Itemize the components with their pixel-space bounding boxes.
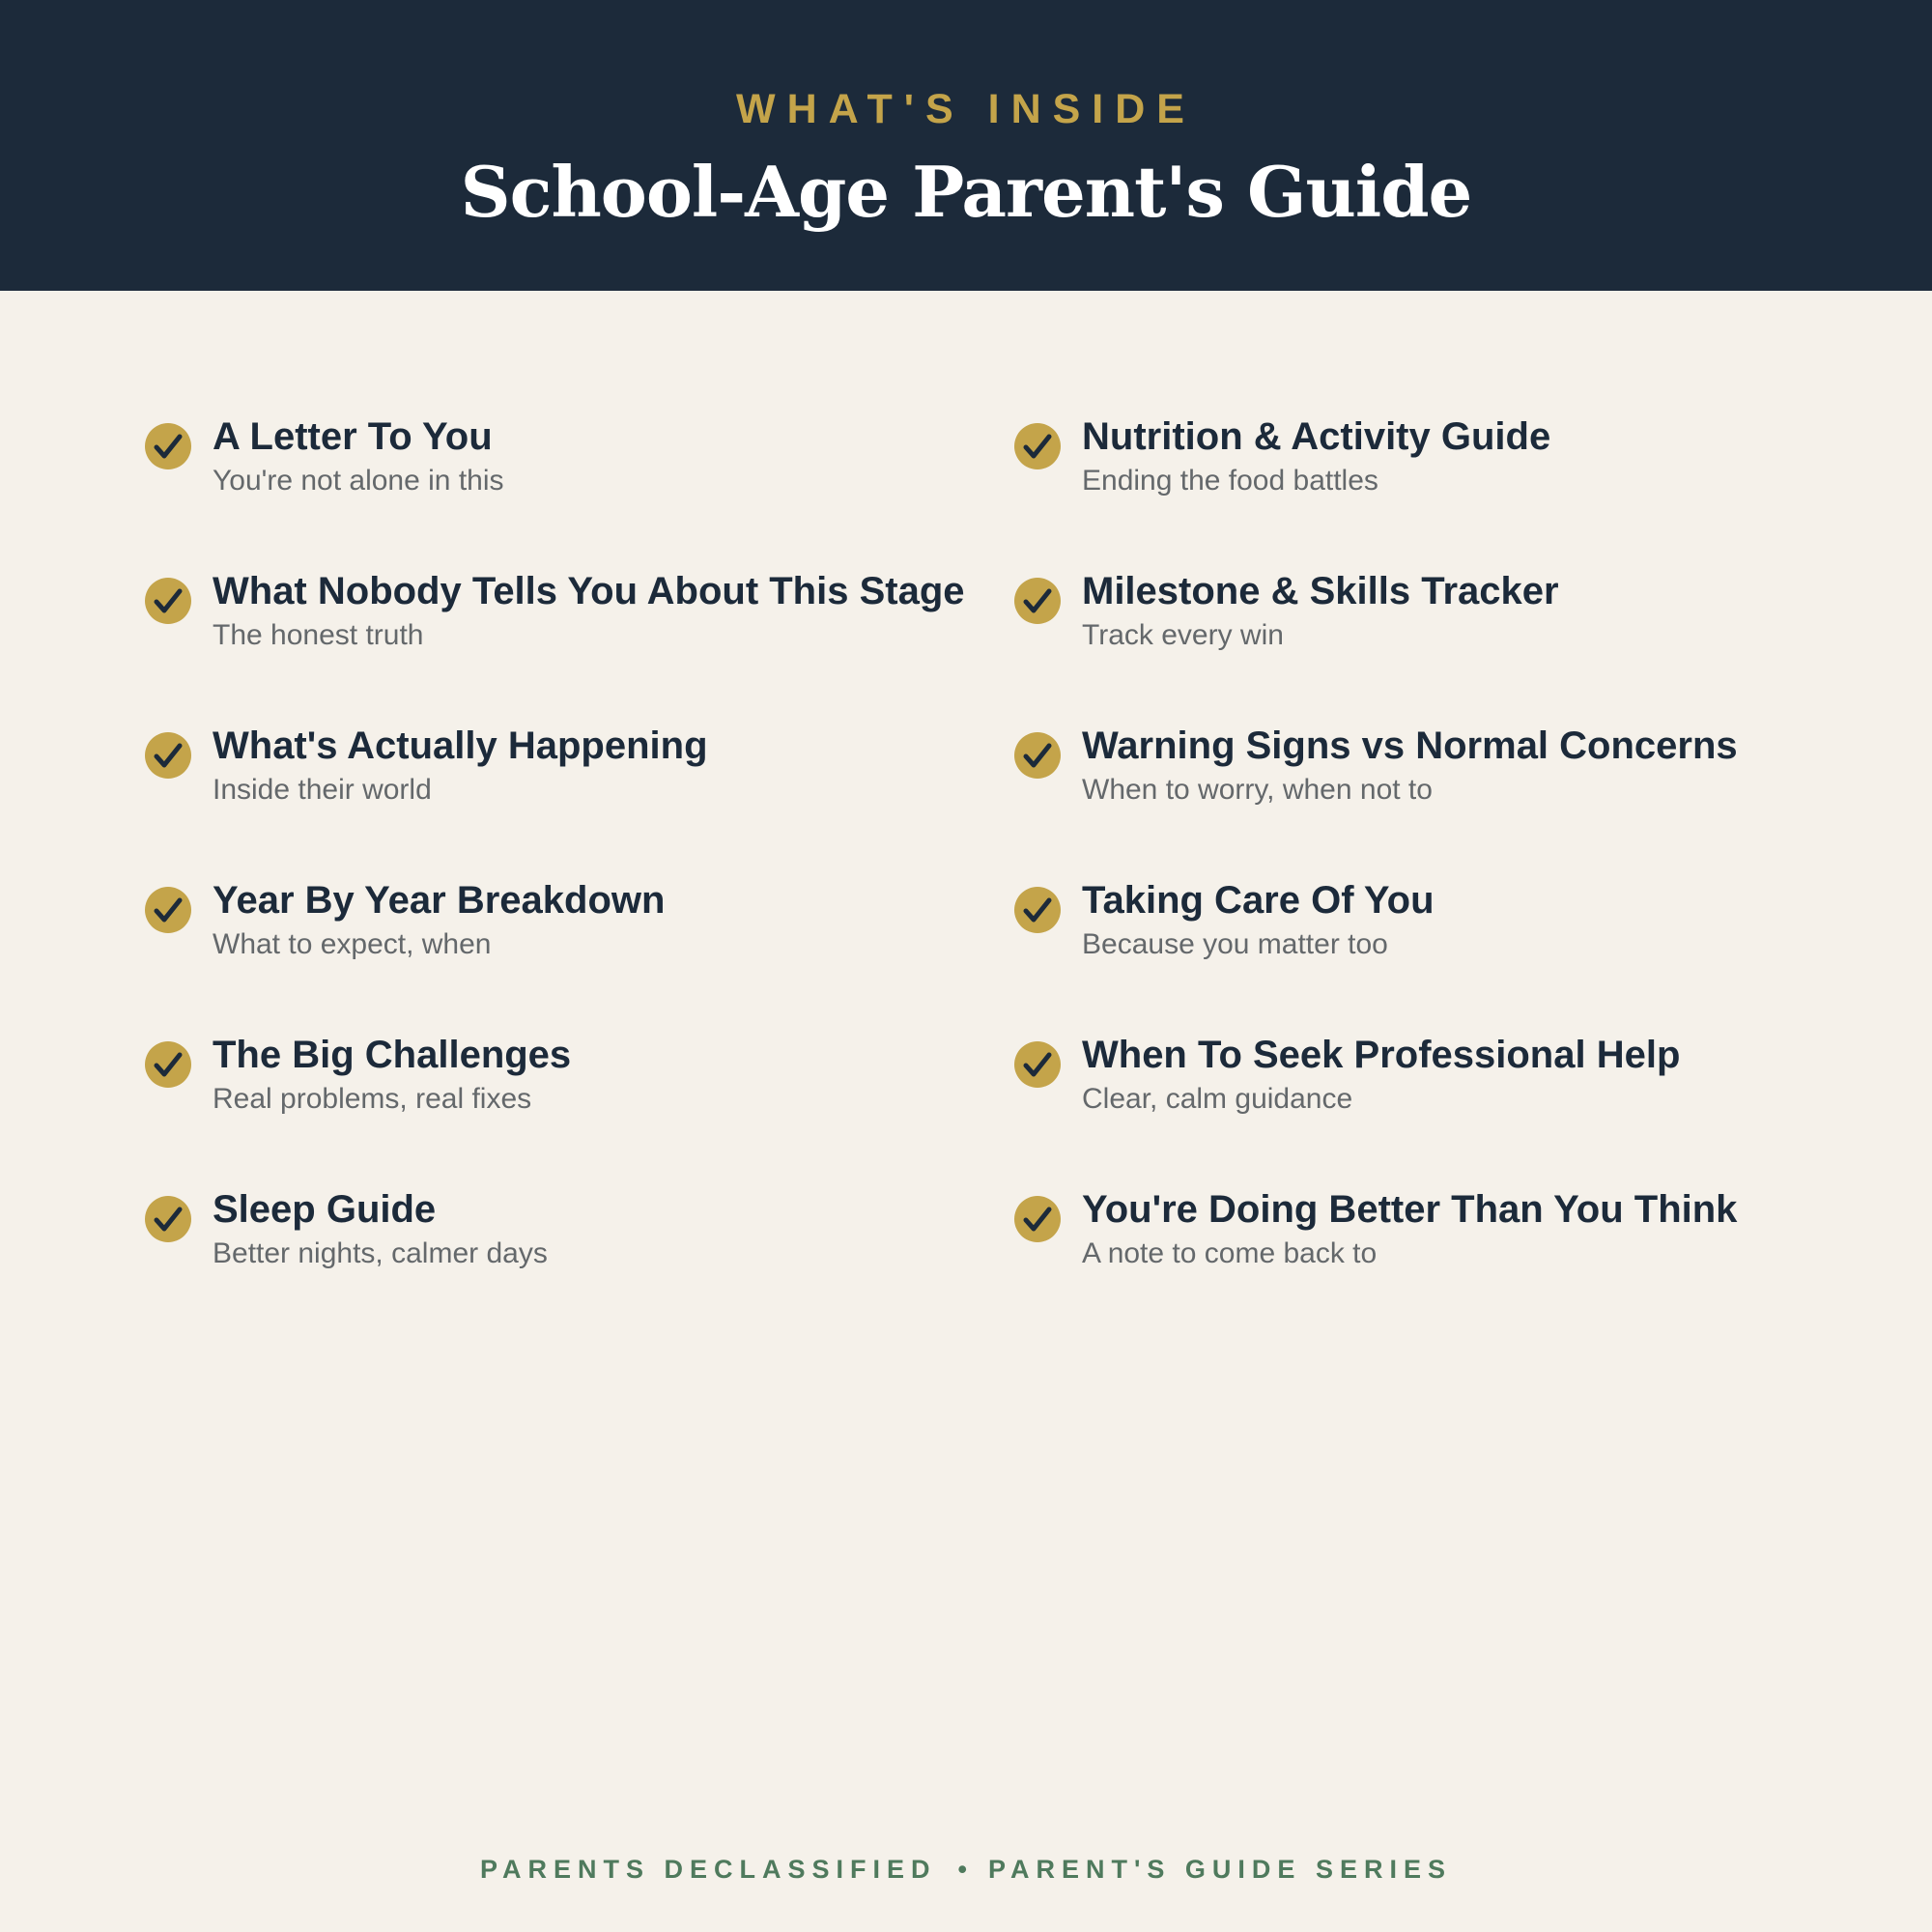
section-eyebrow: WHAT'S INSIDE <box>736 86 1196 132</box>
footer-separator: • <box>957 1855 967 1884</box>
contents-item <box>145 568 976 674</box>
contents-item-title: A Letter To You <box>213 415 493 458</box>
contents-item <box>145 1032 976 1138</box>
contents-item-subtitle: Ending the food battles <box>1082 465 1378 497</box>
footer-brand: PARENTS DECLASSIFIED <box>480 1855 937 1884</box>
check-circle-icon <box>1014 578 1061 624</box>
contents-item <box>1014 723 1845 829</box>
contents-item-title: The Big Challenges <box>213 1034 572 1076</box>
contents-item-title: Sleep Guide <box>213 1188 437 1231</box>
contents-item-subtitle: When to worry, when not to <box>1082 774 1433 806</box>
contents-item-title: What Nobody Tells You About This Stage <box>213 570 965 612</box>
contents-item-subtitle: What to expect, when <box>213 928 492 960</box>
check-circle-icon <box>145 887 191 933</box>
contents-item-title: What's Actually Happening <box>213 724 708 767</box>
contents-item-title: When To Seek Professional Help <box>1082 1034 1681 1076</box>
contents-item-title: You're Doing Better Than You Think <box>1082 1188 1738 1231</box>
contents-item <box>1014 877 1845 983</box>
contents-item-subtitle: The honest truth <box>213 619 424 651</box>
page-title: School-Age Parent's Guide <box>460 151 1472 233</box>
contents-item <box>1014 1186 1845 1293</box>
contents-item-title: Taking Care Of You <box>1082 879 1435 922</box>
contents-item-title: Year By Year Breakdown <box>213 879 666 922</box>
check-circle-icon <box>145 1041 191 1088</box>
contents-item-subtitle: Better nights, calmer days <box>213 1237 548 1269</box>
contents-item-title: Warning Signs vs Normal Concerns <box>1082 724 1738 767</box>
contents-item-subtitle: A note to come back to <box>1082 1237 1378 1269</box>
contents-item <box>1014 413 1845 520</box>
contents-item-subtitle: Clear, calm guidance <box>1082 1083 1353 1115</box>
contents-item-subtitle: Inside their world <box>213 774 432 806</box>
check-circle-icon <box>145 578 191 624</box>
contents-item-subtitle: Because you matter too <box>1082 928 1388 960</box>
contents-item-subtitle: Track every win <box>1082 619 1284 651</box>
check-circle-icon <box>1014 1196 1061 1242</box>
contents-item <box>145 413 976 520</box>
check-circle-icon <box>1014 1041 1061 1088</box>
check-circle-icon <box>145 1196 191 1242</box>
check-circle-icon <box>145 732 191 779</box>
contents-item <box>145 723 976 829</box>
footer-series: PARENT'S GUIDE SERIES <box>988 1855 1452 1884</box>
contents-item-subtitle: You're not alone in this <box>213 465 504 497</box>
contents-item <box>145 1186 976 1293</box>
header-banner <box>0 0 1932 291</box>
check-circle-icon <box>145 423 191 469</box>
check-circle-icon <box>1014 423 1061 469</box>
check-circle-icon <box>1014 732 1061 779</box>
contents-item <box>1014 568 1845 674</box>
contents-item <box>145 877 976 983</box>
contents-item-title: Nutrition & Activity Guide <box>1082 415 1551 458</box>
contents-item <box>1014 1032 1845 1138</box>
contents-item-subtitle: Real problems, real fixes <box>213 1083 532 1115</box>
footer <box>0 1853 1932 1886</box>
contents-item-title: Milestone & Skills Tracker <box>1082 570 1559 612</box>
check-circle-icon <box>1014 887 1061 933</box>
